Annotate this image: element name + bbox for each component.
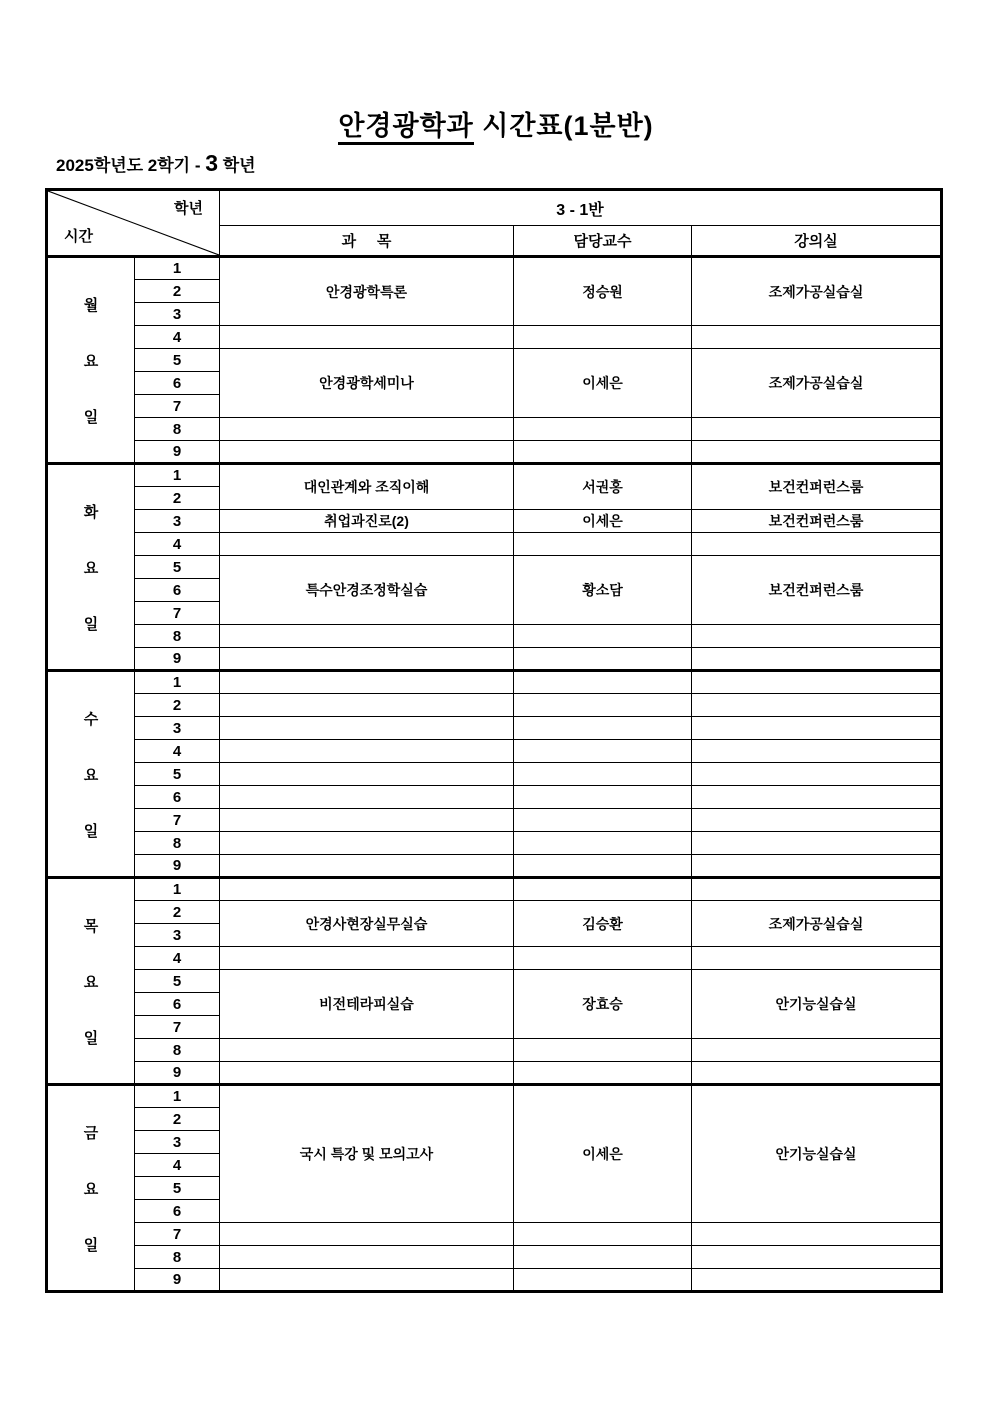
period-number: 2 (135, 487, 220, 510)
period-number: 8 (135, 1246, 220, 1269)
period-number: 2 (135, 280, 220, 303)
professor-cell (514, 648, 692, 671)
professor-cell: 이세은 (514, 349, 692, 418)
subject-cell (220, 763, 514, 786)
room-cell (692, 717, 942, 740)
professor-cell (514, 671, 692, 694)
room-cell (692, 832, 942, 855)
day-label-char: 요 (83, 973, 99, 991)
day-cell-friday (47, 1085, 135, 1292)
room-cell: 안기능실습실 (692, 1085, 942, 1223)
room-cell (692, 326, 942, 349)
col-header-room: 강의실 (692, 226, 942, 257)
room-cell (692, 809, 942, 832)
period-number: 5 (135, 349, 220, 372)
professor-cell: 정승원 (514, 257, 692, 326)
period-number: 1 (135, 671, 220, 694)
period-number: 1 (135, 257, 220, 280)
period-number: 7 (135, 1223, 220, 1246)
day-label-char: 일 (83, 822, 99, 840)
professor-cell (514, 855, 692, 878)
timetable-row (47, 1039, 942, 1062)
period-number: 8 (135, 625, 220, 648)
professor-cell: 장효승 (514, 970, 692, 1039)
timetable-row (47, 1062, 942, 1085)
day-cell-tuesday (47, 464, 135, 671)
day-label-thursday (48, 880, 134, 1083)
period-number: 2 (135, 1108, 220, 1131)
subtitle-prefix: 2025학년도 2학기 - (56, 156, 206, 175)
timetable-row (47, 878, 942, 901)
subject-cell (220, 740, 514, 763)
room-cell: 보건컨퍼런스룸 (692, 510, 942, 533)
room-cell: 보건컨퍼런스룸 (692, 556, 942, 625)
period-number: 3 (135, 924, 220, 947)
subject-cell (220, 878, 514, 901)
timetable-row (47, 648, 942, 671)
timetable-row (47, 832, 942, 855)
period-number: 4 (135, 740, 220, 763)
period-number: 1 (135, 1085, 220, 1108)
period-number: 2 (135, 694, 220, 717)
day-label-char: 일 (83, 1236, 99, 1254)
subject-cell (220, 326, 514, 349)
room-cell (692, 625, 942, 648)
timetable-row (47, 947, 942, 970)
professor-cell: 황소담 (514, 556, 692, 625)
period-number: 7 (135, 602, 220, 625)
day-label-char: 일 (83, 615, 99, 633)
professor-cell: 김승환 (514, 901, 692, 947)
period-number: 7 (135, 809, 220, 832)
period-number: 7 (135, 1016, 220, 1039)
subject-cell (220, 1062, 514, 1085)
period-number: 9 (135, 648, 220, 671)
timetable-row (47, 786, 942, 809)
subtitle-suffix: 학년 (218, 156, 256, 175)
class-header-row (47, 190, 942, 226)
timetable-row (47, 763, 942, 786)
room-cell: 조제가공실습실 (692, 349, 942, 418)
room-cell (692, 786, 942, 809)
period-number: 7 (135, 395, 220, 418)
day-label-char: 목 (83, 917, 99, 935)
room-cell (692, 441, 942, 464)
subtitle-grade: 3 (205, 150, 219, 176)
timetable-row (47, 1085, 942, 1108)
professor-cell (514, 740, 692, 763)
period-number: 6 (135, 786, 220, 809)
professor-cell (514, 625, 692, 648)
professor-cell (514, 1039, 692, 1062)
subject-cell: 특수안경조정학실습 (220, 556, 514, 625)
timetable-body (47, 257, 942, 1292)
subject-cell (220, 947, 514, 970)
room-cell (692, 1039, 942, 1062)
room-cell (692, 1246, 942, 1269)
professor-cell (514, 441, 692, 464)
day-label-tuesday (48, 466, 134, 669)
professor-cell (514, 1062, 692, 1085)
timetable-row (47, 694, 942, 717)
timetable-row (47, 671, 942, 694)
timetable-row (47, 556, 942, 579)
timetable-row (47, 901, 942, 924)
professor-cell (514, 533, 692, 556)
period-number: 1 (135, 464, 220, 487)
day-label-char: 요 (83, 1180, 99, 1198)
room-cell (692, 855, 942, 878)
period-number: 1 (135, 878, 220, 901)
period-number: 2 (135, 901, 220, 924)
period-number: 9 (135, 1269, 220, 1292)
room-cell (692, 671, 942, 694)
period-number: 5 (135, 1177, 220, 1200)
subject-cell: 대인관계와 조직이해 (220, 464, 514, 510)
period-number: 9 (135, 855, 220, 878)
subject-cell: 안경광학특론 (220, 257, 514, 326)
subject-cell (220, 832, 514, 855)
corner-time-label: 시간 (64, 228, 93, 245)
room-cell (692, 878, 942, 901)
room-cell (692, 533, 942, 556)
room-cell: 조제가공실습실 (692, 257, 942, 326)
room-cell (692, 1223, 942, 1246)
day-label-friday (48, 1087, 134, 1290)
day-label-char: 수 (83, 710, 99, 728)
timetable-row (47, 1223, 942, 1246)
page-title (0, 104, 992, 143)
professor-cell (514, 878, 692, 901)
professor-cell: 이세은 (514, 1085, 692, 1223)
room-cell: 조제가공실습실 (692, 901, 942, 947)
corner-grade-label: 학년 (174, 200, 203, 217)
timetable-row (47, 349, 942, 372)
timetable-row (47, 717, 942, 740)
title-department: 안경광학과 (338, 111, 473, 145)
period-number: 9 (135, 1062, 220, 1085)
timetable (45, 188, 943, 1293)
subject-cell (220, 1246, 514, 1269)
corner-cell (47, 190, 220, 257)
day-label-monday (48, 259, 134, 462)
timetable-row (47, 257, 942, 280)
subject-cell (220, 786, 514, 809)
subject-cell (220, 717, 514, 740)
day-cell-wednesday (47, 671, 135, 878)
day-label-char: 요 (83, 352, 99, 370)
period-number: 4 (135, 533, 220, 556)
period-number: 3 (135, 303, 220, 326)
room-cell (692, 418, 942, 441)
room-cell: 안기능실습실 (692, 970, 942, 1039)
room-cell (692, 947, 942, 970)
professor-cell (514, 717, 692, 740)
timetable-row (47, 326, 942, 349)
timetable-row (47, 1246, 942, 1269)
room-cell (692, 1269, 942, 1292)
room-cell (692, 648, 942, 671)
subject-cell (220, 1223, 514, 1246)
professor-cell (514, 1223, 692, 1246)
subject-cell: 비전테라피실습 (220, 970, 514, 1039)
timetable-row (47, 418, 942, 441)
day-label-char: 일 (83, 408, 99, 426)
room-cell (692, 740, 942, 763)
semester-info (56, 150, 256, 177)
period-number: 5 (135, 763, 220, 786)
professor-cell (514, 809, 692, 832)
title-rest: 시간표(1분반) (473, 111, 654, 141)
timetable-row (47, 625, 942, 648)
timetable-row (47, 1269, 942, 1292)
day-label-char: 요 (83, 766, 99, 784)
room-cell (692, 1062, 942, 1085)
professor-cell (514, 763, 692, 786)
subject-cell: 안경광학세미나 (220, 349, 514, 418)
day-label-char: 화 (83, 503, 99, 521)
timetable-row (47, 855, 942, 878)
period-number: 5 (135, 556, 220, 579)
period-number: 3 (135, 1131, 220, 1154)
timetable-row (47, 510, 942, 533)
class-label: 3 - 1반 (220, 190, 942, 226)
period-number: 6 (135, 372, 220, 395)
period-number: 4 (135, 1154, 220, 1177)
period-number: 6 (135, 993, 220, 1016)
timetable-row (47, 740, 942, 763)
subject-cell (220, 671, 514, 694)
subject-cell (220, 1269, 514, 1292)
day-label-char: 일 (83, 1029, 99, 1047)
timetable-row (47, 464, 942, 487)
period-number: 9 (135, 441, 220, 464)
subject-cell (220, 694, 514, 717)
period-number: 4 (135, 326, 220, 349)
period-number: 5 (135, 970, 220, 993)
day-cell-thursday (47, 878, 135, 1085)
professor-cell (514, 418, 692, 441)
professor-cell (514, 1269, 692, 1292)
period-number: 8 (135, 832, 220, 855)
subject-cell (220, 625, 514, 648)
room-cell (692, 763, 942, 786)
period-number: 4 (135, 947, 220, 970)
subject-cell (220, 441, 514, 464)
timetable-row (47, 970, 942, 993)
timetable-row (47, 809, 942, 832)
subject-cell (220, 533, 514, 556)
period-number: 8 (135, 1039, 220, 1062)
professor-cell (514, 326, 692, 349)
day-label-char: 금 (83, 1124, 99, 1142)
room-cell (692, 694, 942, 717)
room-cell: 보건컨퍼런스룸 (692, 464, 942, 510)
day-label-wednesday (48, 673, 134, 876)
professor-cell (514, 1246, 692, 1269)
day-label-char: 월 (83, 296, 99, 314)
col-header-subject: 과 목 (220, 226, 514, 257)
subject-cell (220, 855, 514, 878)
day-cell-monday (47, 257, 135, 464)
period-number: 8 (135, 418, 220, 441)
subject-cell (220, 1039, 514, 1062)
timetable-row (47, 441, 942, 464)
professor-cell (514, 947, 692, 970)
timetable-row (47, 533, 942, 556)
subject-cell (220, 418, 514, 441)
subject-cell: 국시 특강 및 모의고사 (220, 1085, 514, 1223)
subject-cell (220, 648, 514, 671)
professor-cell (514, 786, 692, 809)
col-header-professor: 담당교수 (514, 226, 692, 257)
period-number: 6 (135, 579, 220, 602)
professor-cell: 이세은 (514, 510, 692, 533)
subject-cell (220, 809, 514, 832)
day-label-char: 요 (83, 559, 99, 577)
period-number: 6 (135, 1200, 220, 1223)
subject-cell: 취업과진로(2) (220, 510, 514, 533)
professor-cell (514, 694, 692, 717)
period-number: 3 (135, 717, 220, 740)
professor-cell (514, 832, 692, 855)
period-number: 3 (135, 510, 220, 533)
subject-cell: 안경사현장실무실습 (220, 901, 514, 947)
timetable-header (47, 190, 942, 257)
professor-cell: 서권홍 (514, 464, 692, 510)
